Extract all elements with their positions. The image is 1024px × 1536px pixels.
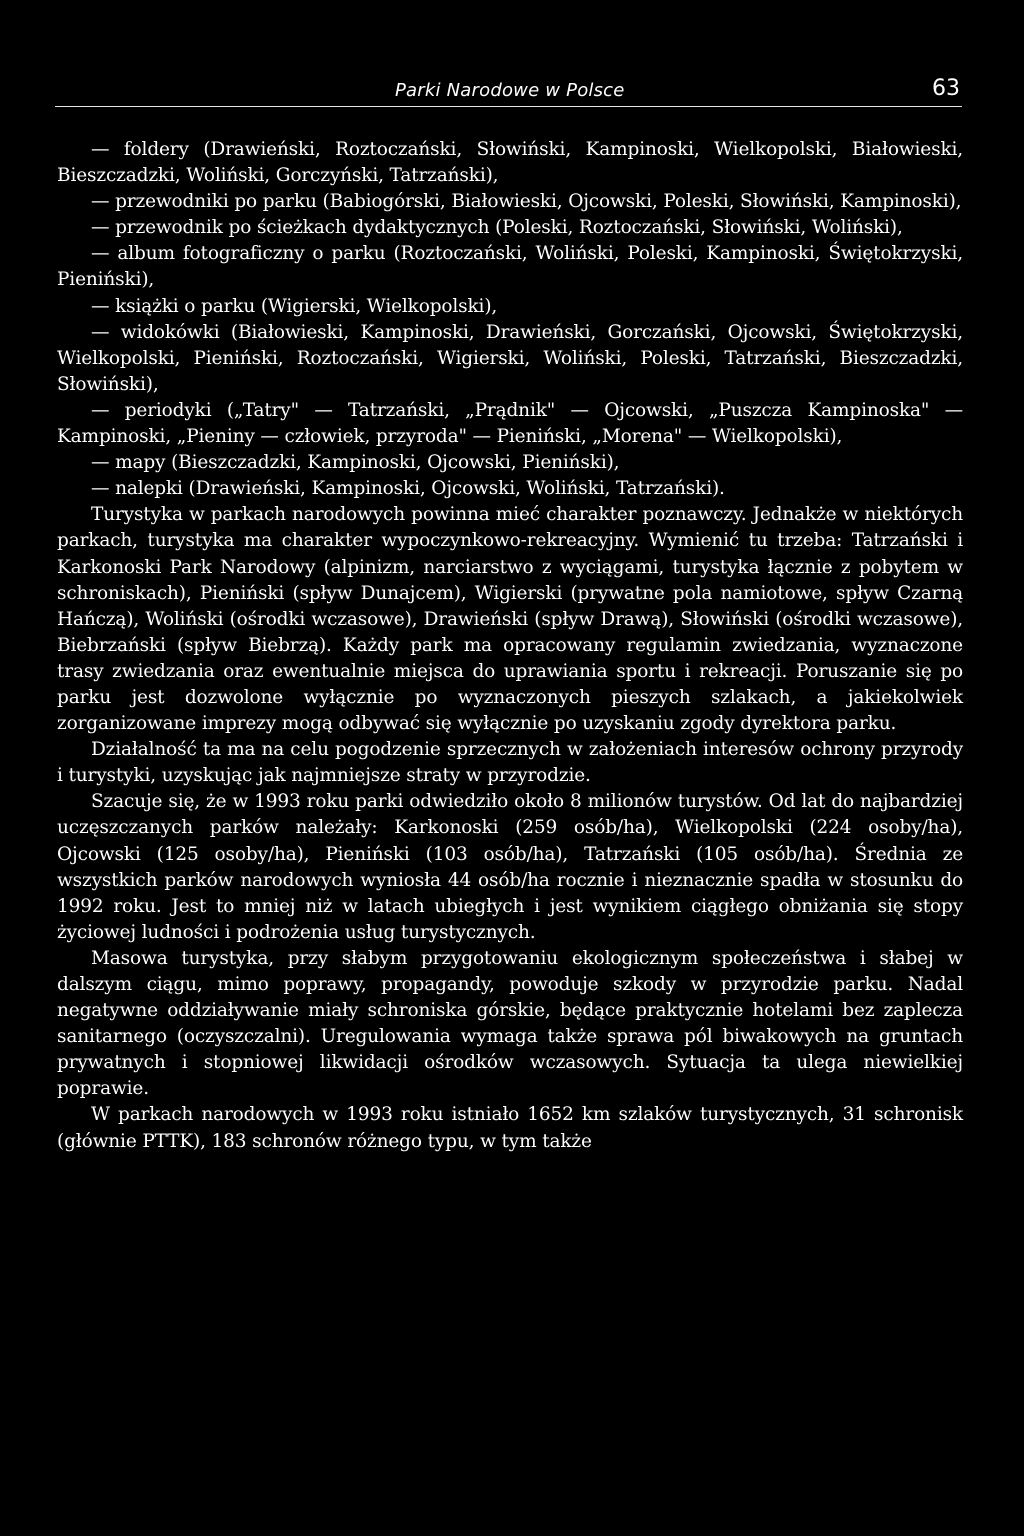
list-item-album: — album fotograficzny o parku (Roztoczański, Woliński, Poleski, Kampinoski, Świętokrzyski, Pieniński), <box>57 243 963 291</box>
body-text <box>57 137 963 1155</box>
promotional-materials-list <box>57 137 963 502</box>
paragraph-activity-goal: Działalność ta ma na celu pogodzenie sprzecznych w założeniach interesów ochrony przyrody i turystyki, uzyskując jak najmniejsze straty w przyrodzie. <box>57 739 963 787</box>
list-item-przewodnik-sciezki: — przewodnik po ścieżkach dydaktycznych (Poleski, Roztoczański, Słowiński, Woliński), <box>91 217 903 239</box>
paragraph-trails: W parkach narodowych w 1993 roku istniało 1652 km szlaków turystycznych, 31 schronisk (głównie PTTK), 183 schronów różnego typu, w tym także <box>57 1104 963 1152</box>
list-item-nalepki: — nalepki (Drawieński, Kampinoski, Ojcowski, Woliński, Tatrzański). <box>91 478 725 500</box>
running-header <box>55 76 962 107</box>
paragraph-visitor-statistics: Szacuje się, że w 1993 roku parki odwiedziło około 8 milionów turystów. Od lat do najbardziej uczęszczanych parków należały: Karkonoski (259 osób/ha), Wielkopolski (224 osoby/ha), Ojcowski (125 osoby/ha), Pieniński (103 osób/ha), Tatrzański (105 osób/ha). Średnia ze wszystkich parków narodowych wyniosła 44 osób/ha rocznie i nieznacznie spadła w stosunku do 1992 roku. Jest to mniej niż w latach ubiegłych i jest wynikiem ciągłego obniżania się stopy życiowej ludności i podrożenia usług turystycznych. <box>57 791 963 943</box>
list-item-foldery: — foldery (Drawieński, Roztoczański, Słowiński, Kampinoski, Wielkopolski, Białowieski, Bieszczadzki, Woliński, Gorczyński, Tatrzański), <box>57 139 963 187</box>
paragraph-mass-tourism: Masowa turystyka, przy słabym przygotowaniu ekologicznym społeczeństwa i słabej w dalszym ciągu, mimo poprawy, propagandy, powoduje szkody w przyrodzie parku. Nadal negatywne oddziaływanie miały schroniska górskie, będące praktycznie hotelami bez zaplecza sanitarnego (oczyszczalni). Uregulowania wymaga także sprawa pól biwakowych na gruntach prywatnych i stopniowej likwidacji ośrodków wczasowych. Sytuacja ta ulega niewielkiej poprawie. <box>57 947 963 1100</box>
list-item-mapy: — mapy (Bieszczadzki, Kampinoski, Ojcowski, Pieniński), <box>91 452 620 474</box>
running-header-title: Parki Narodowe w Polsce <box>395 80 625 101</box>
list-item-ksiazki: — książki o parku (Wigierski, Wielkopolski), <box>91 295 498 317</box>
page-number: 63 <box>932 76 960 101</box>
list-item-przewodniki: — przewodniki po parku (Babiogórski, Białowieski, Ojcowski, Poleski, Słowiński, Kampinoski), <box>91 191 962 213</box>
list-item-periodyki: — periodyki („Tatry" — Tatrzański, „Prądnik" — Ojcowski, „Puszcza Kampinoska" — Kampinoski, „Pieniny — człowiek, przyroda" — Pieniński, „Morena" — Wielkopolski), <box>57 399 963 448</box>
list-item-widokowki: — widokówki (Białowieski, Kampinoski, Drawieński, Gorczański, Ojcowski, Świętokrzyski, Wielkopolski, Pieniński, Roztoczański, Wigierski, Woliński, Poleski, Tatrzański, Bieszczadzki, Słowiński), <box>57 321 963 395</box>
paragraph-tourism-character: Turystyka w parkach narodowych powinna mieć charakter poznawczy. Jednakże w niektórych parkach, turystyka ma charakter wypoczynkowo-rekreacyjny. Wymienić tu trzeba: Tatrzański i Karkonoski Park Narodowy (alpinizm, narciarstwo z wyciągami, turystyka łącznie z pobytem w schroniskach), Pieniński (spływ Dunajcem), Wigierski (prywatne pola namiotowe, spływ Czarną Hańczą), Woliński (ośrodki wczasowe), Drawieński (spływ Drawą), Słowiński (ośrodki wczasowe), Biebrzański (spływ Biebrzą). Każdy park ma opracowany regulamin zwiedzania, wyznaczone trasy zwiedzania oraz ewentualnie miejsca do uprawiania sportu i rekreacji. Poruszanie się po parku jest dozwolone wyłącznie po wyznaczonych pieszych szlakach, a jakiekolwiek zorganizowane imprezy mogą odbywać się wyłącznie po uzyskaniu zgody dyrektora parku. <box>57 504 963 735</box>
